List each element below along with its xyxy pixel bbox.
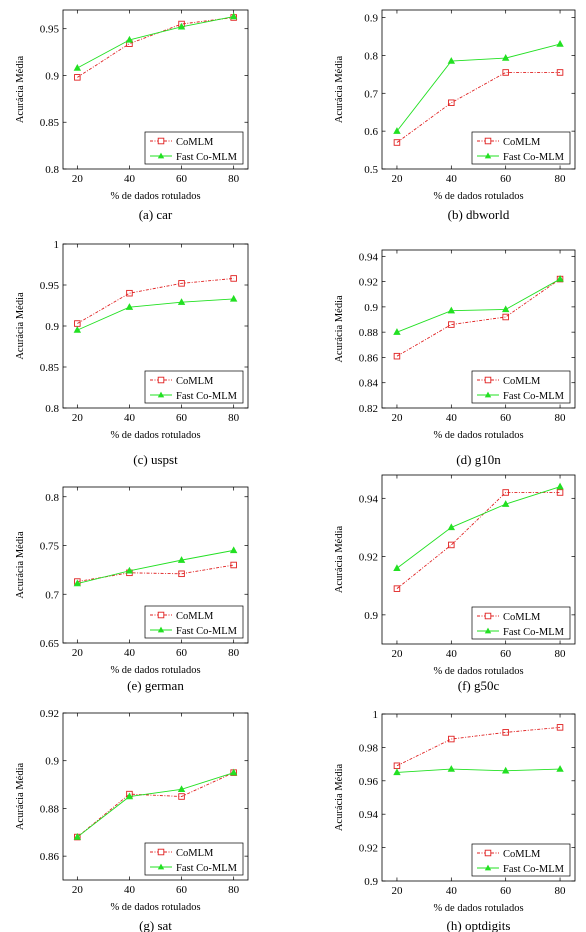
- y-tick-label: 0.94: [358, 251, 378, 264]
- x-tick-label: 20: [391, 412, 403, 424]
- data-point-fast-comlm: [230, 13, 236, 19]
- x-tick-label: 20: [71, 647, 83, 659]
- y-tick-label: 0.84: [358, 377, 378, 390]
- series-line-fast-comlm: [77, 299, 233, 330]
- y-tick-label: 0.85: [39, 117, 59, 130]
- subfigure-caption: (e) german: [127, 678, 184, 693]
- y-axis-label: Acurácia Média: [15, 55, 26, 124]
- x-tick-label: 20: [71, 884, 83, 896]
- x-axis-label: % de dados rotulados: [110, 191, 201, 202]
- y-tick-label: 0.9: [364, 876, 378, 888]
- y-tick-label: 0.86: [358, 352, 378, 365]
- y-tick-label: 0.8: [364, 50, 378, 63]
- y-axis-label: Acurácia Média: [15, 531, 26, 599]
- data-point-fast-comlm: [557, 766, 563, 772]
- x-tick-label: 40: [123, 884, 135, 896]
- legend-label-comlm: CoMLM: [176, 376, 214, 387]
- y-tick-label: 0.75: [39, 540, 59, 553]
- subfigure-caption: (d) g10n: [456, 452, 501, 467]
- x-tick-label: 20: [71, 173, 83, 185]
- legend-label-fast-comlm: Fast Co-MLM: [176, 152, 237, 163]
- y-tick-label: 0.8: [45, 491, 59, 504]
- y-axis-label: Acurácia Média: [334, 763, 345, 832]
- y-tick-label: 0.94: [358, 809, 378, 822]
- x-tick-label: 80: [554, 412, 566, 424]
- y-tick-label: 0.86: [39, 851, 59, 864]
- y-tick-label: 0.7: [364, 88, 378, 101]
- data-point-comlm: [394, 353, 400, 359]
- x-axis-label: % de dados rotulados: [110, 430, 201, 441]
- x-axis-label: % de dados rotulados: [433, 191, 524, 202]
- data-point-fast-comlm: [502, 306, 508, 312]
- y-tick-label: 1: [53, 239, 59, 251]
- x-tick-label: 40: [445, 648, 457, 660]
- y-tick-label: 0.9: [45, 70, 59, 83]
- legend: [145, 606, 243, 638]
- legend-marker-comlm: [485, 138, 491, 144]
- y-tick-label: 0.88: [39, 803, 59, 816]
- chart-panel-3: [15, 239, 248, 467]
- chart-panel-5: [15, 487, 248, 693]
- y-tick-label: 0.6: [364, 126, 378, 139]
- legend-label-fast-comlm: Fast Co-MLM: [503, 864, 564, 875]
- subfigure-caption: (b) dbworld: [447, 207, 510, 222]
- x-tick-label: 40: [123, 647, 135, 659]
- y-tick-label: 0.65: [39, 638, 59, 650]
- chart-panel-6: [334, 475, 575, 693]
- x-tick-label: 80: [228, 412, 240, 424]
- legend-label-comlm: CoMLM: [503, 137, 541, 148]
- y-tick-label: 0.94: [358, 493, 378, 506]
- y-tick-label: 0.82: [358, 403, 378, 415]
- subfigure-caption: (g) sat: [139, 918, 172, 932]
- data-point-fast-comlm: [230, 296, 236, 302]
- x-tick-label: 60: [176, 412, 188, 424]
- chart-panel-8: [334, 709, 575, 932]
- x-axis-label: % de dados rotulados: [433, 430, 524, 441]
- data-point-comlm: [394, 763, 400, 769]
- y-tick-label: 0.98: [358, 742, 378, 755]
- legend-marker-comlm: [158, 377, 164, 383]
- y-tick-label: 0.8: [45, 164, 59, 176]
- x-tick-label: 60: [500, 173, 512, 185]
- y-tick-label: 1: [372, 709, 378, 721]
- data-point-fast-comlm: [394, 565, 400, 571]
- subfigure-caption: (c) uspst: [133, 452, 178, 467]
- legend-label-fast-comlm: Fast Co-MLM: [176, 863, 237, 874]
- legend-label-fast-comlm: Fast Co-MLM: [176, 391, 237, 402]
- legend: [472, 132, 570, 164]
- x-tick-label: 60: [176, 173, 188, 185]
- chart-panel-7: [15, 708, 248, 932]
- y-axis-label: Acurácia Média: [334, 295, 345, 363]
- y-tick-label: 0.5: [364, 164, 378, 176]
- y-tick-label: 0.85: [39, 362, 59, 374]
- x-tick-label: 40: [445, 885, 457, 897]
- subfigure-caption: (h) optdigits: [446, 918, 511, 932]
- x-tick-label: 40: [445, 173, 457, 185]
- chart-panel-1: [15, 10, 248, 222]
- data-point-fast-comlm: [557, 41, 563, 47]
- y-tick-label: 0.95: [39, 280, 59, 292]
- data-point-fast-comlm: [557, 483, 563, 489]
- y-tick-label: 0.9: [364, 301, 378, 314]
- y-axis-label: Acurácia Média: [15, 292, 26, 360]
- legend-label-comlm: CoMLM: [176, 848, 214, 859]
- x-tick-label: 40: [123, 173, 135, 185]
- x-tick-label: 60: [176, 884, 188, 896]
- legend-label-comlm: CoMLM: [176, 137, 214, 148]
- data-point-comlm: [127, 290, 133, 296]
- x-axis-label: % de dados rotulados: [110, 902, 201, 913]
- legend-label-fast-comlm: Fast Co-MLM: [503, 152, 564, 163]
- data-point-comlm: [503, 314, 509, 320]
- y-tick-label: 0.95: [39, 23, 59, 36]
- x-tick-label: 80: [228, 884, 240, 896]
- x-tick-label: 60: [176, 647, 188, 659]
- y-tick-label: 0.92: [358, 276, 378, 289]
- series-line-comlm: [397, 727, 560, 765]
- x-tick-label: 60: [500, 885, 512, 897]
- x-tick-label: 20: [391, 648, 403, 660]
- chart-panel-4: [334, 250, 575, 467]
- y-tick-label: 0.9: [364, 12, 378, 25]
- x-tick-label: 60: [500, 412, 512, 424]
- series-line-fast-comlm: [397, 279, 560, 332]
- legend-label-fast-comlm: Fast Co-MLM: [503, 391, 564, 402]
- x-tick-label: 20: [71, 412, 83, 424]
- series-line-comlm: [77, 773, 233, 837]
- legend-label-comlm: CoMLM: [176, 611, 214, 622]
- legend-label-comlm: CoMLM: [503, 612, 541, 623]
- series-line-comlm: [397, 492, 560, 588]
- legend-marker-comlm: [485, 613, 491, 619]
- series-line-comlm: [77, 565, 233, 582]
- legend: [472, 371, 570, 403]
- y-tick-label: 0.9: [45, 755, 59, 768]
- series-line-comlm: [77, 278, 233, 323]
- y-tick-label: 0.9: [364, 609, 378, 622]
- legend-marker-comlm: [158, 138, 164, 144]
- subfigure-caption: (a) car: [138, 207, 173, 222]
- legend: [145, 371, 243, 403]
- legend-label-comlm: CoMLM: [503, 849, 541, 860]
- y-tick-label: 0.96: [358, 775, 378, 788]
- legend-marker-comlm: [158, 849, 164, 855]
- x-tick-label: 60: [500, 648, 512, 660]
- y-axis-label: Acurácia Média: [15, 762, 26, 831]
- chart-panel-2: [334, 10, 575, 222]
- data-point-comlm: [75, 75, 81, 81]
- legend-marker-comlm: [158, 612, 164, 618]
- x-tick-label: 40: [123, 412, 135, 424]
- legend-marker-comlm: [485, 850, 491, 856]
- y-tick-label: 0.8: [45, 403, 59, 415]
- subfigure-caption: (f) g50c: [457, 678, 500, 693]
- x-tick-label: 20: [391, 885, 403, 897]
- series-line-fast-comlm: [77, 550, 233, 583]
- y-tick-label: 0.92: [358, 551, 378, 564]
- y-tick-label: 0.92: [39, 708, 59, 720]
- data-point-fast-comlm: [448, 766, 454, 772]
- legend: [472, 607, 570, 639]
- legend-label-comlm: CoMLM: [503, 376, 541, 387]
- legend-marker-comlm: [485, 377, 491, 383]
- series-line-fast-comlm: [397, 769, 560, 772]
- x-axis-label: % de dados rotulados: [110, 665, 201, 676]
- y-axis-label: Acurácia Média: [334, 55, 345, 124]
- y-axis-label: Acurácia Média: [334, 525, 345, 594]
- legend-label-fast-comlm: Fast Co-MLM: [176, 626, 237, 637]
- data-point-comlm: [503, 70, 509, 76]
- series-line-fast-comlm: [77, 773, 233, 837]
- y-tick-label: 0.88: [358, 327, 378, 340]
- x-tick-label: 80: [228, 173, 240, 185]
- x-tick-label: 80: [554, 173, 566, 185]
- x-tick-label: 80: [554, 648, 566, 660]
- x-tick-label: 80: [228, 647, 240, 659]
- legend: [145, 132, 243, 164]
- series-line-fast-comlm: [397, 487, 560, 569]
- y-tick-label: 0.92: [358, 842, 378, 855]
- series-line-comlm: [77, 17, 233, 77]
- data-point-fast-comlm: [230, 547, 236, 553]
- data-point-fast-comlm: [74, 65, 80, 71]
- y-tick-label: 0.7: [45, 589, 59, 602]
- series-line-fast-comlm: [77, 17, 233, 68]
- x-tick-label: 80: [554, 885, 566, 897]
- x-axis-label: % de dados rotulados: [433, 903, 524, 914]
- x-tick-label: 20: [391, 173, 403, 185]
- y-tick-label: 0.9: [45, 321, 59, 333]
- legend: [472, 844, 570, 876]
- legend: [145, 843, 243, 875]
- legend-label-fast-comlm: Fast Co-MLM: [503, 627, 564, 638]
- x-tick-label: 40: [445, 412, 457, 424]
- series-line-comlm: [397, 279, 560, 356]
- x-axis-label: % de dados rotulados: [433, 666, 524, 677]
